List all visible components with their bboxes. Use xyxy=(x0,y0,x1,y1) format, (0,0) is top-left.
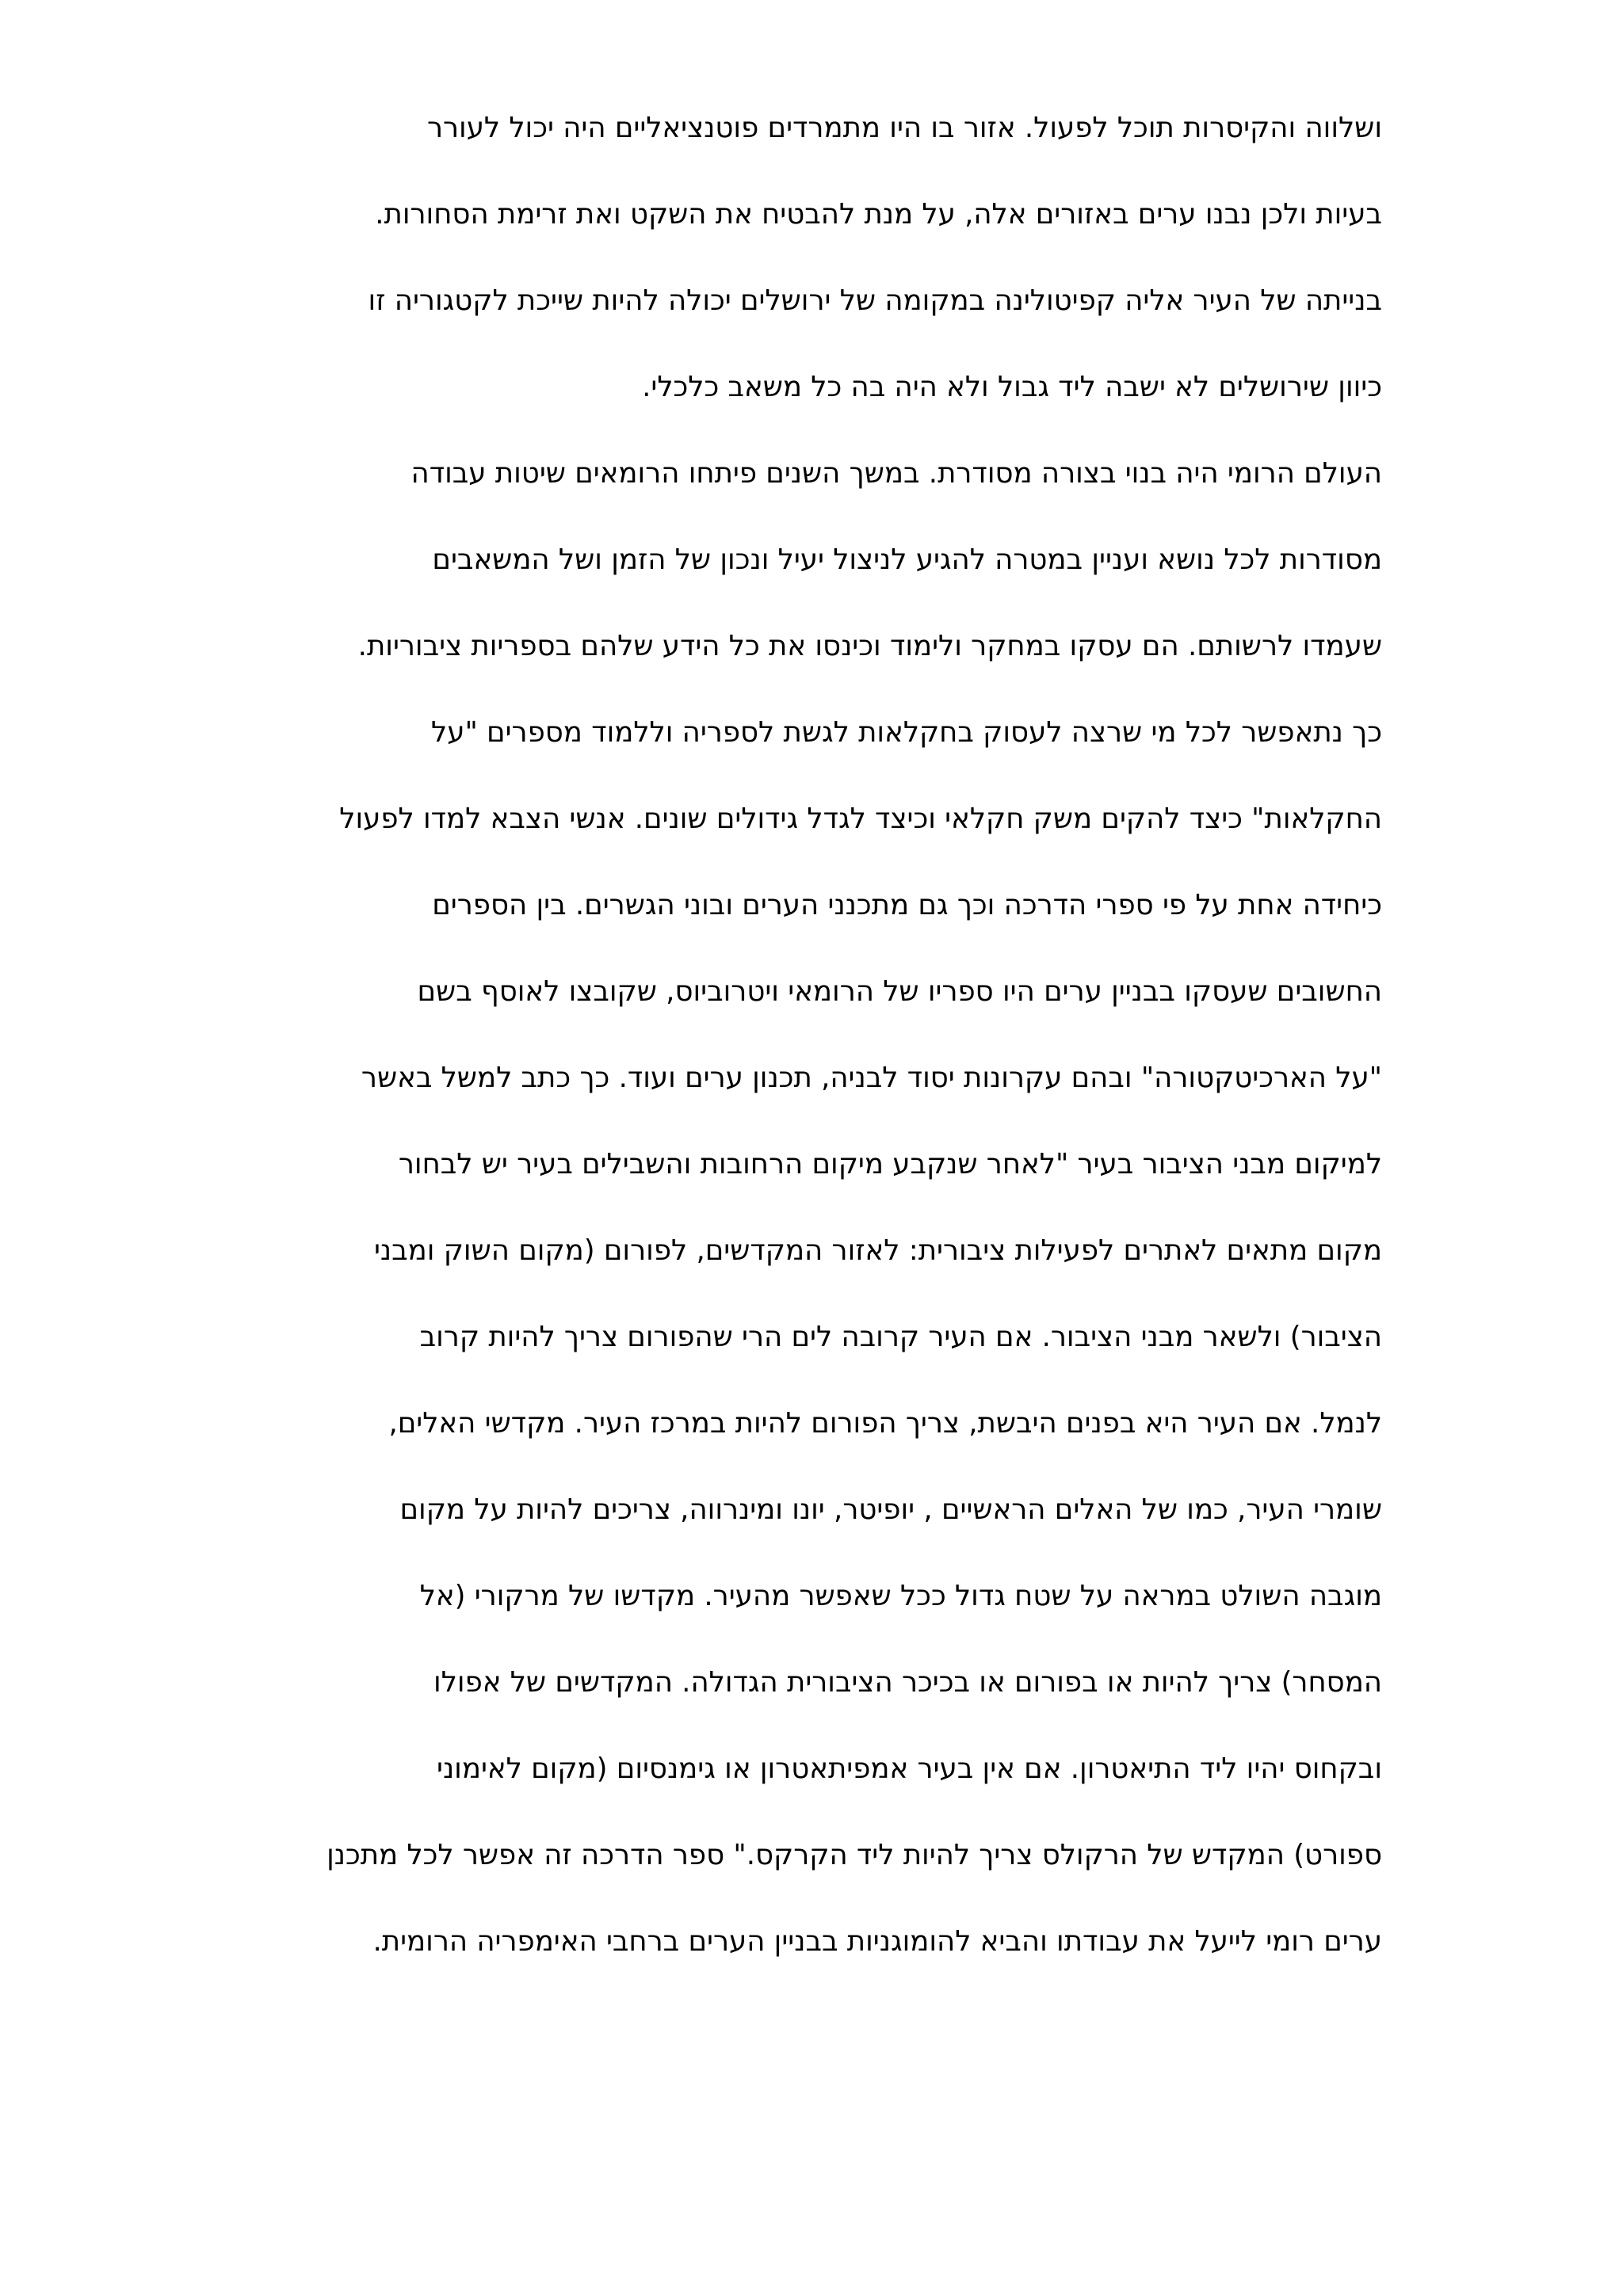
text-line: ובקחוס יהיו ליד התיאטרון. אם אין בעיר אמפיתאטרון או גימנסיום (מקום לאימוני xyxy=(437,1753,1382,1785)
text-line: מקום מתאים לאתרים לפעילות ציבורית: לאזור המקדשים, לפורום (מקום השוק ומבני xyxy=(373,1234,1382,1267)
text-line: המסחר) צריך להיות או בפורום או בכיכר הציבורית הגדולה. המקדשים של אפולו xyxy=(433,1666,1382,1699)
text-line: החשובים שעסקו בבניין ערים היו ספריו של הרומאי ויטרוביוס, שקובצו לאוסף בשם xyxy=(417,975,1382,1008)
body-text xyxy=(252,113,1382,2012)
text-line: מסודרות לכל נושא ועניין במטרה להגיע לניצול יעיל ונכון של הזמן ושל המשאבים xyxy=(432,543,1382,576)
text-line: לנמל. אם העיר היא בפנים היבשת, צריך הפורום להיות במרכז העיר. מקדשי האלים, xyxy=(388,1407,1382,1440)
text-line: כיוון שירושלים לא ישבה ליד גבול ולא היה בה כל משאב כלכלי. xyxy=(642,371,1382,403)
text-line: ספורט) המקדש של הרקולס צריך להיות ליד הקרקס." ספר הדרכה זה אפשר לכל מתכנן xyxy=(327,1839,1382,1871)
text-line: ערים רומי לייעל את עבודתו והביא להומוגניות בבניין הערים ברחבי האימפריה הרומית. xyxy=(372,1925,1382,1958)
text-line: בנייתה של העיר אליה קפיטולינה במקומה של ירושלים יכולה להיות שייכת לקטגוריה זו xyxy=(368,284,1382,317)
text-line: שומרי העיר, כמו של האלים הראשיים , יופיטר, יונו ומינרווה, צריכים להיות על מקום xyxy=(399,1493,1382,1526)
text-line: מוגבה השולט במראה על שטח גדול ככל שאפשר מהעיר. מקדשו של מרקורי (אל xyxy=(419,1580,1382,1612)
text-line: בעיות ולכן נבנו ערים באזורים אלה, על מנת להבטיח את השקט ואת זרימת הסחורות. xyxy=(375,198,1382,231)
text-line: ושלווה והקיסרות תוכל לפעול. אזור בו היו מתמרדים פוטנציאליים היה יכול לעורר xyxy=(426,112,1382,144)
text-line: החקלאות" כיצד להקים משק חקלאי וכיצד לגדל גידולים שונים. אנשי הצבא למדו לפעול xyxy=(339,803,1382,835)
text-line: כיחידה אחת על פי ספרי הדרכה וכך גם מתכנני הערים ובוני הגשרים. בין הספרים xyxy=(432,889,1382,921)
text-line: "על הארכיטקטורה" ובהם עקרונות יסוד לבניה, תכנון ערים ועוד. כך כתב למשל באשר xyxy=(361,1062,1382,1094)
text-line: למיקום מבני הציבור בעיר "לאחר שנקבע מיקום הרחובות והשבילים בעיר יש לבחור xyxy=(398,1148,1382,1180)
text-line: שעמדו לרשותם. הם עסקו במחקר ולימוד וכינסו את כל הידע שלהם בספריות ציבוריות. xyxy=(357,630,1382,662)
text-line: הציבור) ולשאר מבני הציבור. אם העיר קרובה לים הרי שהפורום צריך להיות קרוב xyxy=(419,1321,1382,1353)
text-line: כך נתאפשר לכל מי שרצה לעסוק בחקלאות לגשת לספריה וללמוד מספרים "על xyxy=(431,716,1382,749)
text-line: העולם הרומי היה בנוי בצורה מסודרת. במשך השנים פיתחו הרומאים שיטות עבודה xyxy=(411,457,1382,490)
